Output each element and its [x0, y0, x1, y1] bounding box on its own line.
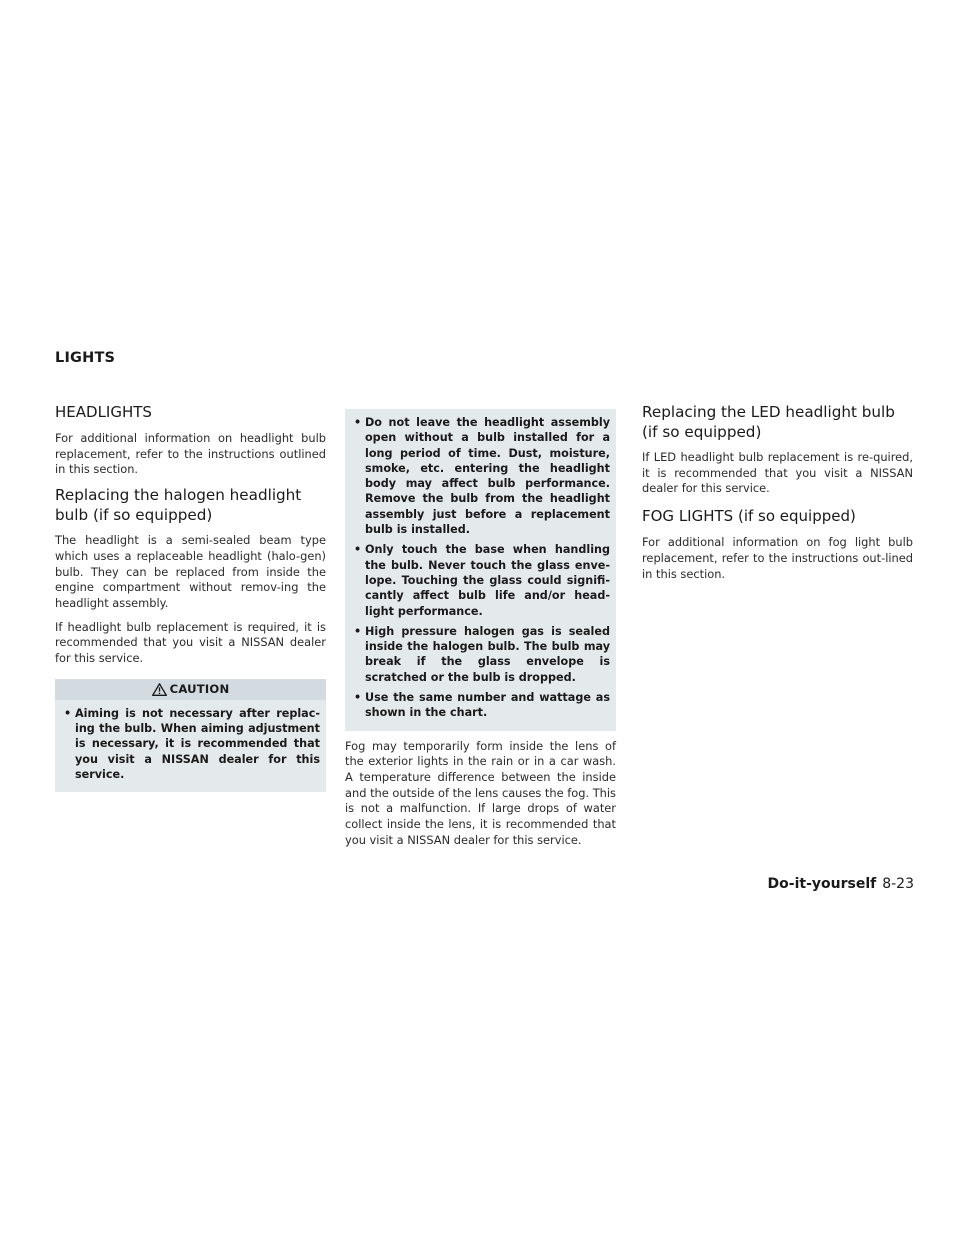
column-1 — [55, 403, 326, 792]
fog-lights-paragraph: For additional information on fog light bulb replacement, refer to the instructions out-lined in this section. — [642, 535, 913, 581]
column-2 — [345, 403, 616, 857]
caution-item-text: Aiming is not necessary after replac-ing the bulb. When aiming adjustment is necessary, it is recommended that you visit a NISSAN dealer for this service. — [75, 706, 320, 781]
caution-item — [351, 542, 610, 618]
halogen-subheading: Replacing the halogen headlight bulb (if so equipped) — [55, 486, 302, 524]
halogen-paragraph-2: If headlight bulb replacement is required, it is recommended that you visit a NISSAN dealer for this service. — [55, 619, 326, 666]
section-title: LIGHTS — [55, 350, 116, 366]
page-number: 8-23 — [882, 876, 914, 892]
led-subheading: Replacing the LED headlight bulb (if so equipped) — [642, 403, 895, 441]
bullet: • — [354, 624, 362, 638]
led-paragraph: If LED headlight bulb replacement is re-quired, it is recommended that you visit a NISSAN dealer for this service. — [642, 450, 913, 496]
caution-box — [55, 679, 326, 792]
caution-item — [351, 415, 610, 537]
caution-header — [55, 679, 326, 700]
caution-box-continued — [345, 409, 616, 731]
page-footer — [768, 876, 914, 892]
chapter-name: Do-it-yourself — [767, 876, 877, 892]
bullet: • — [354, 416, 362, 429]
caution-item-text: High pressure halogen gas is sealed inside the halogen bulb. The bulb may break if the glass envelope is scratched or the bulb is dropped. — [365, 624, 610, 684]
fog-lights-heading: FOG LIGHTS (if so equipped) — [642, 507, 856, 526]
column-3 — [642, 403, 913, 590]
bullet: • — [354, 691, 362, 705]
caution-item — [351, 690, 610, 721]
headlights-intro: For additional information on headlight bulb replacement, refer to the instructions outlined in this section. — [55, 431, 326, 477]
bullet: • — [354, 543, 362, 557]
halogen-paragraph-1: The headlight is a semi-sealed beam type which uses a replaceable headlight (halo-gen) bulb. They can be replaced from inside the engine compartment without remov-ing the headlight assembly. — [55, 533, 326, 610]
caution-list-2 — [345, 415, 616, 731]
caution-item — [61, 706, 320, 782]
caution-item-text: Only touch the base when handling the bulb. Never touch the glass enve-lope. Touching the glass could signifi-cantly affect bulb life and/or head-light performance. — [365, 543, 610, 618]
caution-item-text: Use the same number and wattage as shown in the chart. — [365, 691, 610, 720]
caution-label: CAUTION — [169, 682, 230, 697]
warning-icon — [152, 683, 167, 696]
caution-list-1 — [55, 700, 326, 792]
caution-item-text: Do not leave the headlight assembly open without a bulb installed for a long period of time. Dust, moisture, smoke, etc. entering the headlight body may affect bulb performance. Remove the bulb from the headlight assembly just before a replacement bulb is installed. — [365, 416, 610, 537]
caution-item — [351, 624, 610, 685]
fog-lens-paragraph: Fog may temporarily form inside the lens of the exterior lights in the rain or in a car wash. A temperature difference between the inside and the outside of the lens causes the fog. This is not a malfunction. If large drops of water collect inside the lens, it is recommended that you visit a NISSAN dealer for this service. — [345, 738, 616, 847]
headlights-heading: HEADLIGHTS — [55, 403, 152, 421]
bullet: • — [64, 706, 72, 720]
